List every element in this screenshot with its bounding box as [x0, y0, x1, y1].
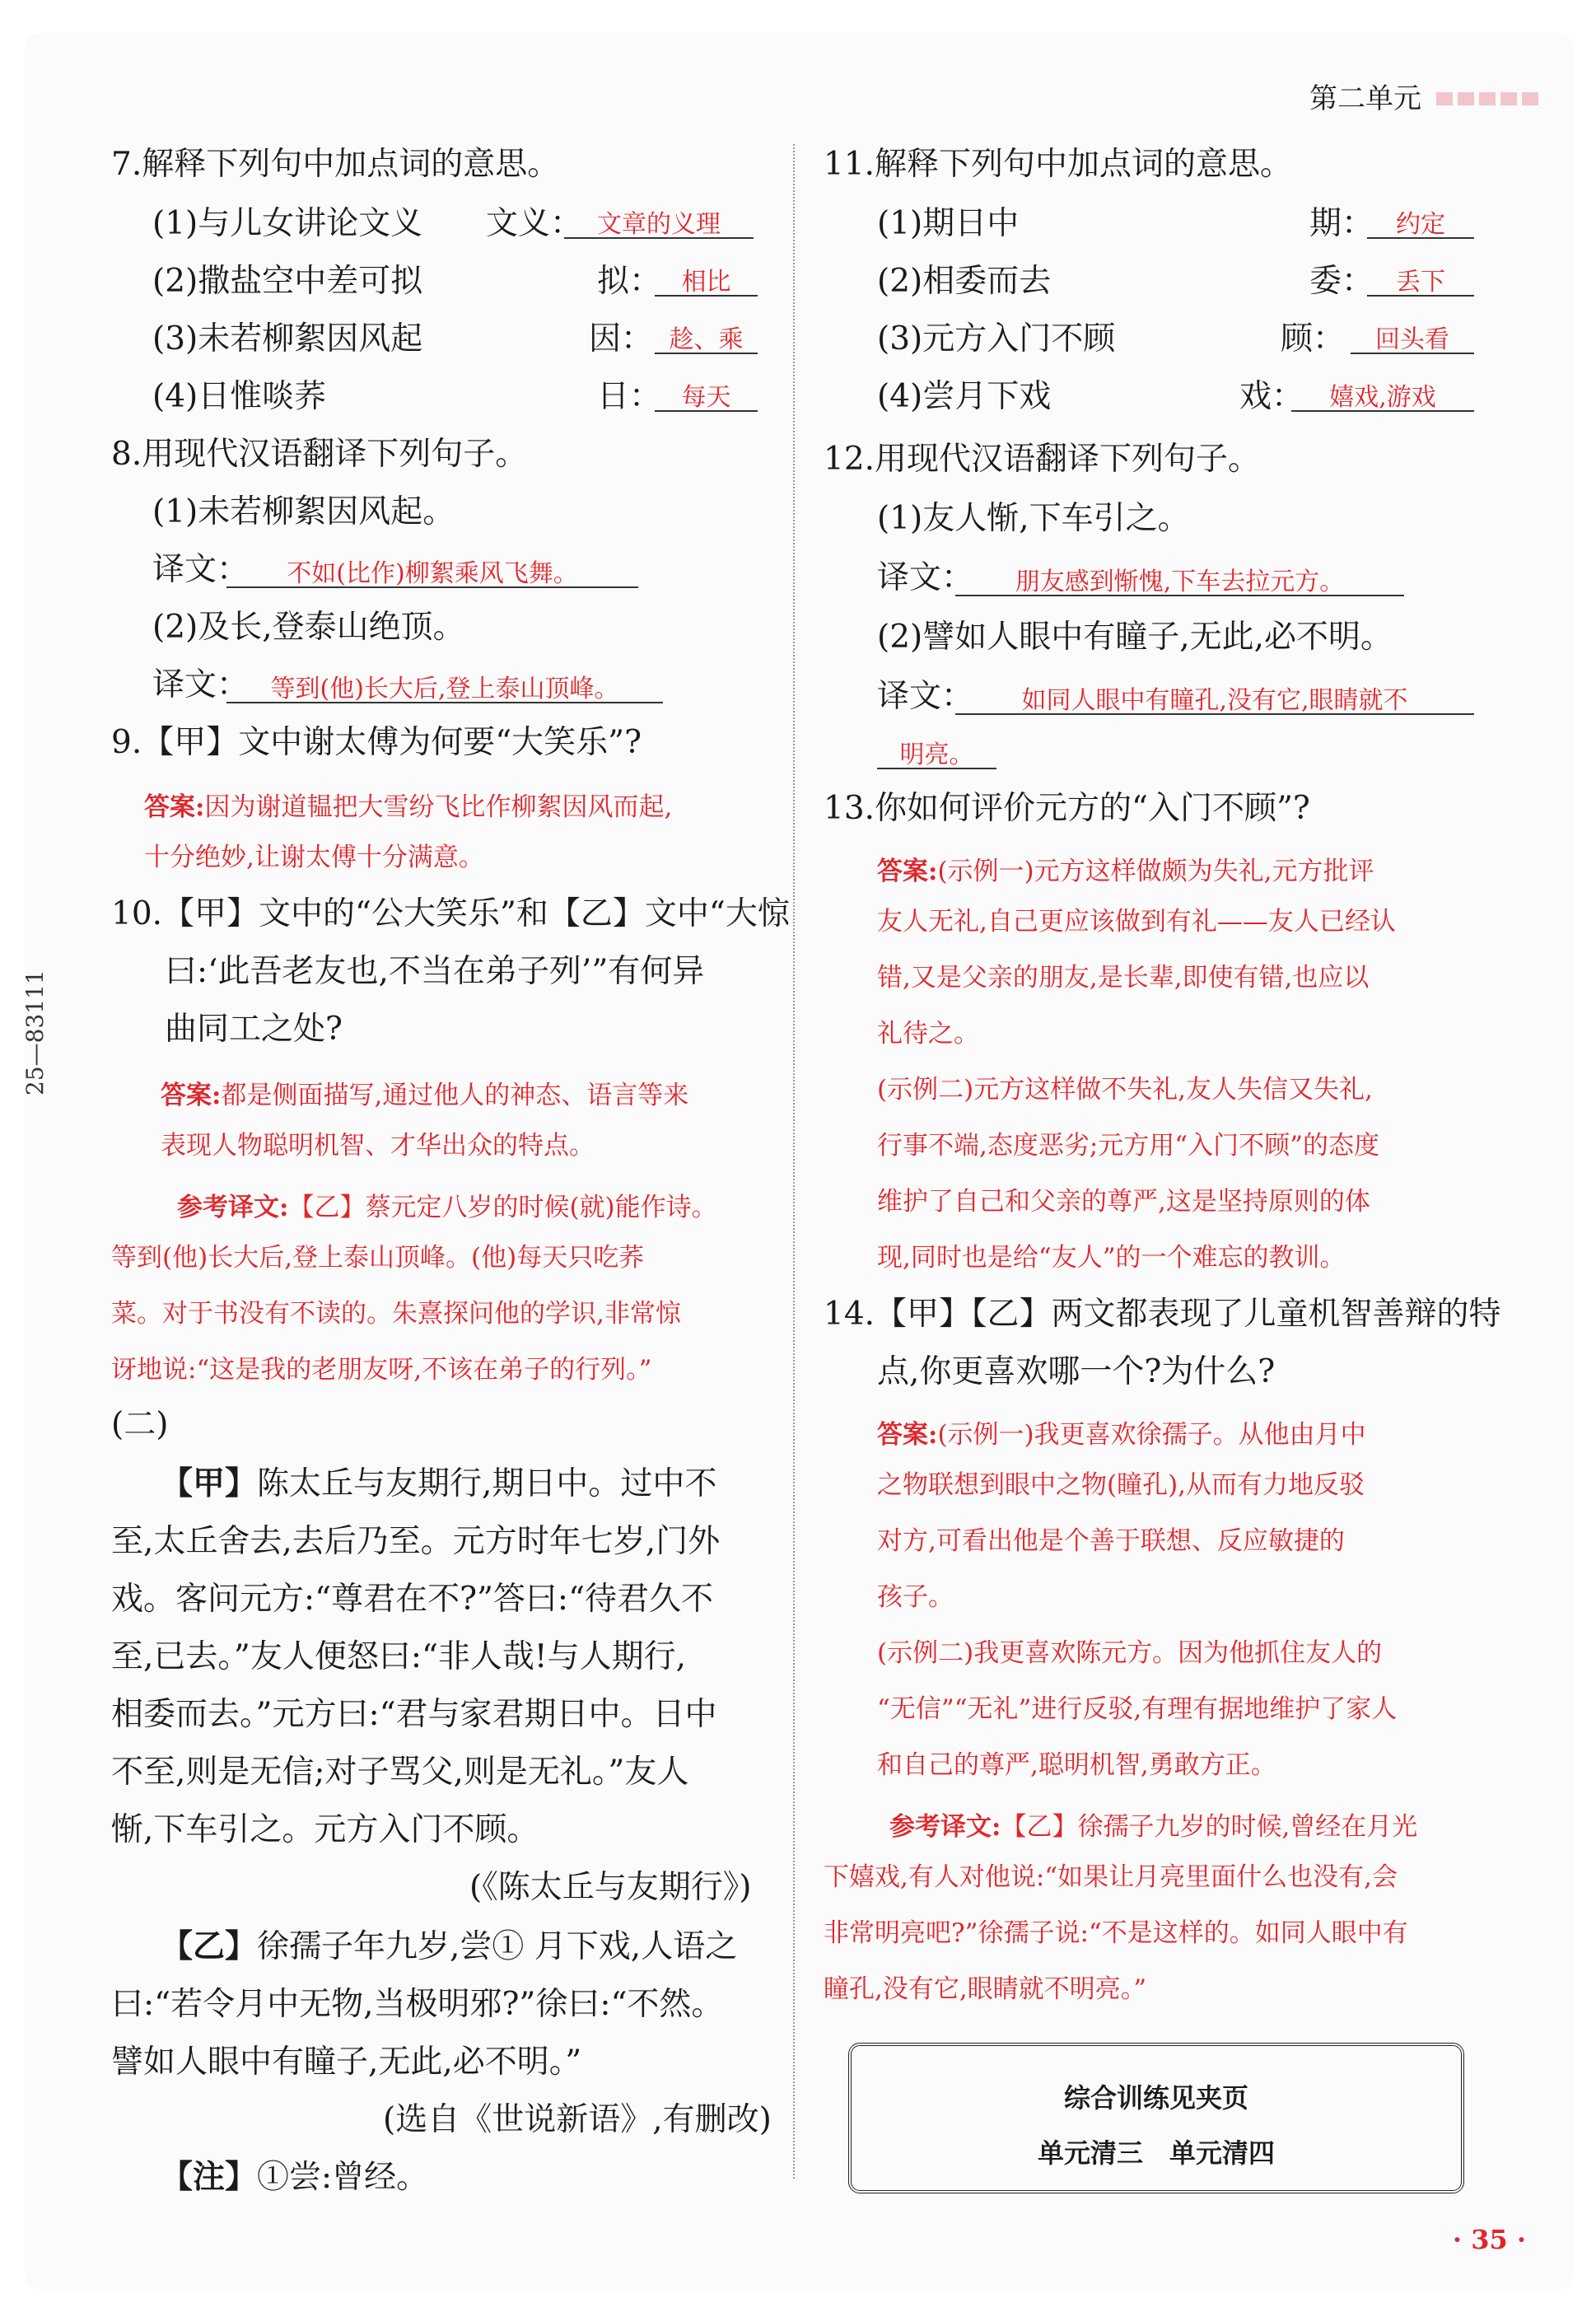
q10-line1: 10.【甲】文中的“公大笑乐”和【乙】文中“大惊 — [111, 895, 790, 932]
q12-title: 12.用现代汉语翻译下列句子。 — [824, 441, 1261, 478]
q13-answer-label: 答案: — [877, 857, 938, 886]
q8-sentence2: (2)及长,登泰山绝顶。 — [152, 609, 465, 646]
q14-ex1-line3: 对方,可看出他是个善于联想、反应敏捷的 — [877, 1526, 1345, 1556]
q7-answer4: 每天 — [655, 385, 758, 412]
q10-line3: 曲同工之处? — [165, 1011, 343, 1048]
unit-header — [1309, 76, 1538, 116]
q7-item3: (3)未若柳絮因风起 — [152, 320, 423, 357]
q7-answer3: 趁、乘 — [655, 328, 758, 354]
q12-sentence1: (1)友人惭,下车引之。 — [877, 500, 1190, 537]
q14-ref-line4: 瞳孔,没有它,眼睛就不明亮。” — [824, 1974, 1147, 2004]
q10-ref-line4: 讶地说:“这是我的老朋友呀,不该在弟子的行列。” — [111, 1355, 652, 1385]
q11-key1: 期： — [1309, 205, 1374, 242]
q9-title: 9.【甲】文中谢太傅为何要“大笑乐”? — [111, 724, 642, 761]
q14-ex1-line4: 孩子。 — [877, 1582, 954, 1612]
q14-ref-line1: 【乙】徐孺子九岁的时候,曾经在月光 — [1001, 1812, 1418, 1842]
q11-answer2: 丢下 — [1367, 270, 1474, 297]
q11-answer4: 嬉戏,游戏 — [1291, 385, 1474, 412]
q12-translation1: 朋友感到惭愧,下车去拉元方。 — [955, 570, 1404, 596]
q14-line1: 14.【甲】【乙】两文都表现了儿童机智善辩的特 — [824, 1296, 1501, 1333]
yi-label: 【乙】 — [161, 1927, 258, 1965]
q14-ex1-line1: (示例一)我更喜欢徐孺子。从他由月中 — [937, 1420, 1366, 1450]
q12-sentence2: (2)譬如人眼中有瞳子,无此,必不明。 — [877, 619, 1393, 656]
q14-ref-label: 参考译文: — [889, 1812, 1001, 1842]
jia-line1: 陈太丘与友期行,期日中。过中不 — [257, 1465, 717, 1502]
q11-answer1: 约定 — [1367, 213, 1474, 239]
jia-line3: 戏。客问元方:“尊君在不?”答曰:“待君久不 — [111, 1581, 714, 1618]
q13-ex1-line2: 友人无礼,自己更应该做到有礼——友人已经认 — [877, 907, 1396, 937]
yi-line1: 徐孺子年九岁,尝① 月下戏,人语之 — [257, 1928, 738, 1965]
q8-sentence1: (1)未若柳絮因风起。 — [152, 493, 455, 530]
side-code: 25—83111 — [21, 969, 49, 1095]
q7-key2: 拟： — [597, 263, 662, 300]
q8-translation1: 不如(比作)柳絮乘风飞舞。 — [226, 562, 638, 588]
q13-ex2-line4: 现,同时也是给“友人”的一个难忘的教训。 — [877, 1243, 1346, 1273]
q8-translation2: 等到(他)长大后,登上泰山顶峰。 — [226, 677, 663, 703]
q7-item2: (2)撒盐空中差可拟 — [152, 263, 423, 300]
q9-answer-line2: 十分绝妙,让谢太傅十分满意。 — [144, 843, 484, 872]
box-line2: 单元清三 单元清四 — [1037, 2137, 1275, 2169]
q11-key3: 顾： — [1281, 320, 1346, 357]
q7-item4: (4)日惟啖荞 — [152, 378, 327, 415]
jia-line5: 相委而去。”元方曰:“君与家君期日中。日中 — [111, 1696, 717, 1733]
q7-key3: 因： — [589, 320, 654, 357]
q7-answer1: 文章的义理 — [564, 213, 754, 239]
jia-line7: 惭,下车引之。元方入门不顾。 — [111, 1811, 539, 1848]
q13-ex2-line3: 维护了自己和父亲的尊严,这是坚持原则的体 — [877, 1187, 1370, 1217]
q11-item1: (1)期日中 — [877, 205, 1020, 242]
decor-squares — [1431, 80, 1538, 113]
q13-ex1-line1: (示例一)元方这样做颇为失礼,元方批评 — [937, 857, 1374, 886]
q9-answer-line1: 因为谢道韫把大雪纷飞比作柳絮因风而起, — [204, 792, 673, 822]
column-divider — [793, 144, 795, 2179]
q8-translation2-label: 译文： — [152, 666, 250, 703]
q12-translation2-line2: 明亮。 — [877, 743, 996, 769]
jia-source: (《陈太丘与友期行》) — [469, 1869, 752, 1906]
yi-line2: 曰:“若令月中无物,当极明邪?”徐曰:“不然。 — [111, 1986, 724, 2023]
q10-answer-line1: 都是侧面描写,通过他人的神态、语言等来 — [221, 1081, 689, 1110]
q10-ref-line3: 菜。对于书没有不读的。朱熹探问他的学识,非常惊 — [111, 1299, 681, 1329]
q10-line2: 曰:‘此吾老友也,不当在弟子列’”有何异 — [165, 953, 705, 990]
q10-ref-label: 参考译文: — [177, 1193, 289, 1222]
q11-answer3: 回头看 — [1351, 328, 1474, 354]
q10-answer-label: 答案: — [161, 1081, 222, 1110]
q7-answer2: 相比 — [655, 270, 758, 297]
jia-line4: 至,已去。”友人便怒曰:“非人哉!与人期行, — [111, 1638, 686, 1675]
q14-ref-line2: 下嬉戏,有人对他说:“如果让月亮里面什么也没有,会 — [824, 1862, 1398, 1892]
q7-item1: (1)与儿女讲论文义 — [152, 205, 423, 242]
box-line1: 综合训练见夹页 — [1063, 2082, 1248, 2114]
q11-key4: 戏： — [1239, 378, 1304, 415]
q14-ex2-line1: (示例二)我更喜欢陈元方。因为他抓住友人的 — [877, 1638, 1383, 1668]
q7-key4: 日： — [597, 378, 662, 415]
q7-title: 7.解释下列句中加点词的意思。 — [111, 146, 560, 183]
q14-ex2-line3: 和自己的尊严,聪明机智,勇敢方正。 — [877, 1750, 1276, 1780]
q14-ref-line3: 非常明亮吧?”徐孺子说:“不是这样的。如同人眼中有 — [824, 1918, 1408, 1948]
q10-answer-line2: 表现人物聪明机智、才华出众的特点。 — [161, 1131, 595, 1161]
q12-translation2-label: 译文： — [877, 678, 974, 715]
section2-heading: (二) — [111, 1406, 169, 1443]
q8-title: 8.用现代汉语翻译下列句子。 — [111, 436, 528, 473]
q14-line2: 点,你更喜欢哪一个?为什么? — [877, 1353, 1276, 1390]
q9-answer-label: 答案: — [144, 792, 205, 822]
q14-ex1-line2: 之物联想到眼中之物(瞳孔),从而有力地反驳 — [877, 1470, 1365, 1500]
q11-item3: (3)元方入门不顾 — [877, 320, 1116, 357]
q11-title: 11.解释下列句中加点词的意思。 — [824, 146, 1293, 183]
q10-ref-line1: 【乙】蔡元定八岁的时候(就)能作诗。 — [288, 1193, 717, 1222]
note-text: ①尝:曾经。 — [257, 2159, 429, 2196]
q13-ex1-line3: 错,又是父亲的朋友,是长辈,即使有错,也应以 — [877, 963, 1370, 993]
q11-key2: 委： — [1309, 263, 1374, 300]
q12-translation2-line1: 如同人眼中有瞳孔,没有它,眼睛就不 — [955, 689, 1474, 715]
unit-title: 第二单元 — [1309, 82, 1421, 115]
q13-ex2-line1: (示例二)元方这样做不失礼,友人失信又失礼, — [877, 1075, 1373, 1105]
q13-ex2-line2: 行事不端,态度恶劣;元方用“入门不顾”的态度 — [877, 1131, 1379, 1161]
jia-line6: 不至,则是无信;对子骂父,则是无礼。”友人 — [111, 1754, 689, 1791]
q14-answer-label: 答案: — [877, 1420, 938, 1450]
page-number: · 35 · — [1452, 2224, 1526, 2255]
training-box — [848, 2043, 1464, 2193]
q10-ref-line2: 等到(他)长大后,登上泰山顶峰。(他)每天只吃荞 — [111, 1243, 645, 1273]
q13-title: 13.你如何评价元方的“入门不顾”? — [824, 790, 1310, 827]
yi-source: (选自《世说新语》,有删改) — [383, 2101, 772, 2138]
q11-item2: (2)相委而去 — [877, 263, 1052, 300]
q11-item4: (4)尝月下戏 — [877, 378, 1052, 415]
jia-line2: 至,太丘舍去,去后乃至。元方时年七岁,门外 — [111, 1523, 721, 1560]
yi-line3: 譬如人眼中有瞳子,无此,必不明。” — [111, 2044, 582, 2081]
q7-key1: 文义： — [486, 205, 583, 242]
note-label: 【注】 — [161, 2158, 258, 2196]
q13-ex1-line4: 礼待之。 — [877, 1019, 979, 1049]
q14-ex2-line2: “无信”“无礼”进行反驳,有理有据地维护了家人 — [877, 1694, 1398, 1724]
jia-label: 【甲】 — [161, 1464, 258, 1502]
q8-translation1-label: 译文： — [152, 551, 250, 588]
q12-translation1-label: 译文： — [877, 559, 974, 596]
